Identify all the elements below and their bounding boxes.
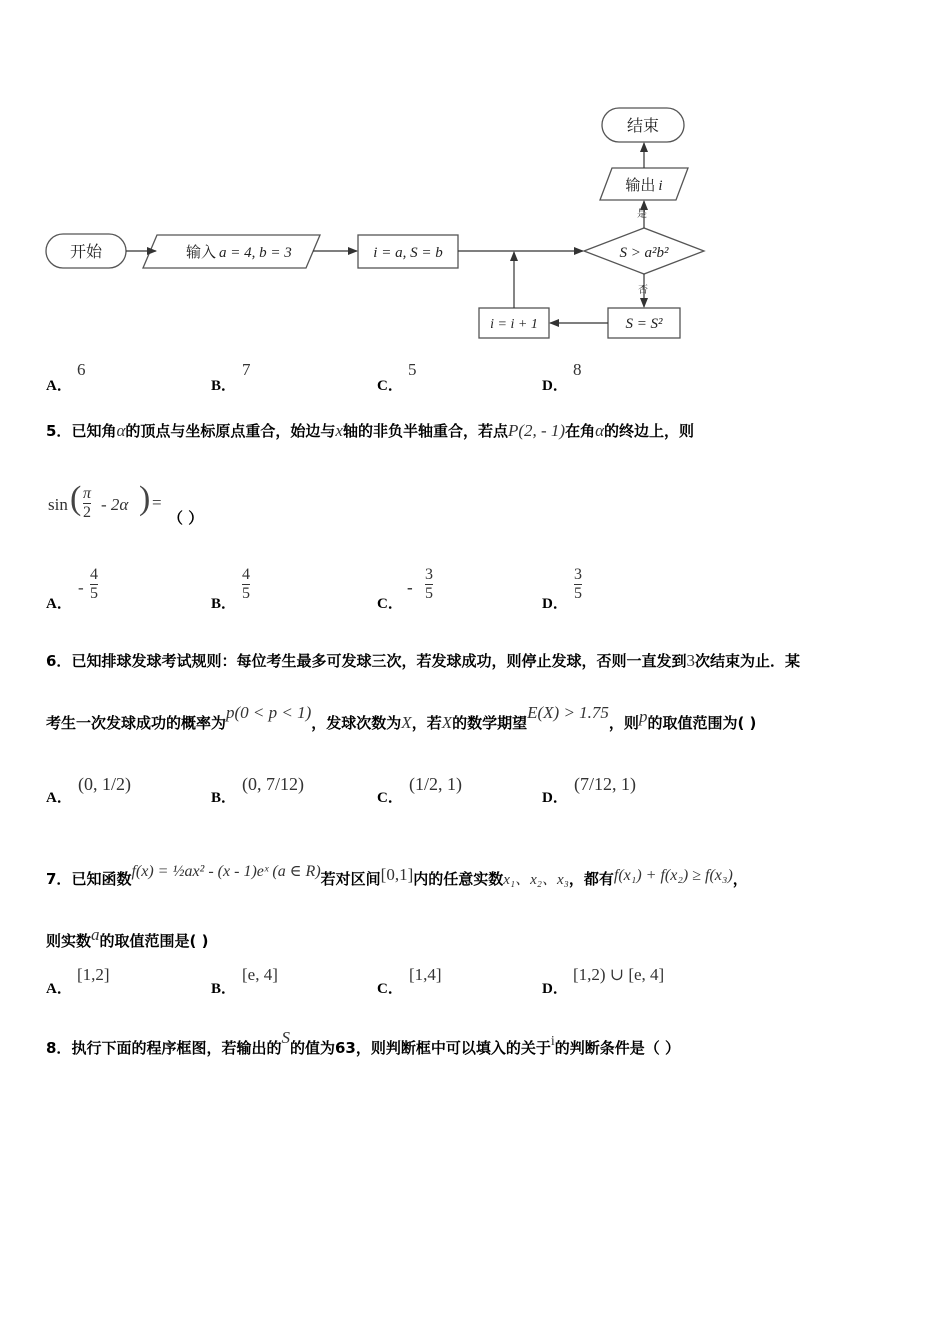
q6-X: X [401, 713, 412, 732]
q4-option-b-label: B． [211, 378, 237, 394]
square-label: S = S² [625, 316, 663, 332]
q7-function: f(x) = ½ax² - (x - 1)eˣ (a ∈ R) [131, 863, 321, 880]
q6-stem-line2 [46, 703, 757, 733]
q4-option-b-value: 7 [242, 360, 251, 379]
q7-text: 已知函数 [71, 870, 132, 888]
q6-p-range: p(0 < p < 1) [226, 703, 312, 722]
q6-option-d-label: D． [542, 790, 568, 806]
q6-three: 3 [686, 651, 695, 670]
init-label: i = a, S = b [373, 245, 443, 261]
q7-option-a-label: A． [46, 981, 72, 997]
q8-stem [46, 1028, 680, 1058]
flowchart [0, 0, 950, 350]
q7-vars: x₁、x₂、x₃ [503, 872, 569, 888]
q7-text: 若对区间 [320, 870, 381, 888]
q5-alpha: α [116, 421, 126, 440]
q5-option-c-fraction: 3 5 [425, 566, 433, 602]
q5-text: 的终边上，则 [604, 422, 695, 440]
q6-text: 已知排球发球考试规则：每位考生最多可发球三次，若发球成功，则停止发球，否则一直发到 [71, 652, 687, 670]
q4-option-c-label: C． [377, 378, 403, 394]
q8-text: 执行下面的程序框图，若输出的 [71, 1039, 282, 1057]
q5-right-paren: ) [139, 480, 151, 517]
q5-option-b-fraction: 4 5 [242, 566, 250, 602]
q6-expectation: E(X) > 1.75 [527, 703, 609, 722]
q6-option-b-value: (0, 7/12) [242, 774, 304, 794]
q5-option-d-fraction: 3 5 [574, 566, 582, 602]
q7-option-c-label: C． [377, 981, 403, 997]
q6-option-a-value: (0, 1/2) [78, 774, 131, 794]
q7-number: 7． [46, 870, 72, 888]
q7-interval: [0,1] [380, 865, 414, 884]
q7-a: a [91, 925, 100, 944]
q5-point: P(2, - 1) [507, 421, 566, 440]
q5-pi-over-2 [83, 485, 91, 522]
svg-text:输出i [625, 177, 662, 194]
q4-option-c-value: 5 [408, 360, 417, 379]
q8-S: S [281, 1028, 290, 1047]
q5-option-c-label: C． [377, 596, 403, 612]
q7-text: ，都有 [568, 870, 614, 888]
q6-option-d-value: (7/12, 1) [574, 774, 636, 794]
q6-text: 的数学期望 [452, 714, 528, 732]
q6-text: ，发球次数为 [311, 714, 402, 732]
q5-option-c-sign: - [407, 578, 413, 597]
q7-stem-line2 [46, 925, 209, 951]
q6-text: ，则 [608, 714, 639, 732]
q5-text: 轴的非负半轴重合，若点 [342, 422, 508, 440]
q5-text: 的顶点与坐标原点重合，始边与 [125, 422, 336, 440]
input-label: 输入 [186, 245, 217, 261]
yes-label: 是 [637, 209, 647, 220]
q4-option-d-label: D． [542, 378, 568, 394]
output-var: i [658, 178, 663, 194]
q7-text: 内的任意实数 [413, 870, 504, 888]
q6-text: ，若 [411, 714, 442, 732]
q7-option-b-label: B． [211, 981, 237, 997]
q4-option-d-value: 8 [573, 360, 582, 379]
q6-stem-line1 [46, 650, 800, 671]
q7-option-d-label: D． [542, 981, 568, 997]
q6-option-a-label: A． [46, 790, 72, 806]
increment-label: i = i + 1 [490, 317, 538, 332]
q6-option-b-label: B． [211, 790, 237, 806]
q7-option-b-value: [e, 4] [242, 965, 278, 984]
q5-option-b-label: B． [211, 596, 237, 612]
input-expr: a = 4, b = 3 [219, 245, 292, 261]
q6-text: 考生一次发球成功的概率为 [46, 714, 227, 732]
q8-text: 的值为63，则判断框中可以填入的关于 [289, 1039, 551, 1057]
q8-number: 8． [46, 1039, 72, 1057]
q5-option-a-label: A． [46, 596, 72, 612]
q5-sin: sin [48, 495, 68, 514]
q6-option-c-label: C． [377, 790, 403, 806]
no-label: 否 [638, 285, 648, 296]
q5-equals: = [152, 493, 162, 512]
q4-option-a-value: 6 [77, 360, 86, 379]
decision-label: S > a²b² [619, 245, 669, 261]
q5-left-paren: ( [70, 480, 82, 517]
q5-blank: （ ） [168, 509, 204, 527]
end-label: 结束 [626, 118, 660, 135]
start-label: 开始 [69, 244, 103, 261]
q4-option-a-label: A． [46, 378, 72, 394]
q8-text: 的判断条件是（ ） [554, 1039, 680, 1057]
q5-minus-2alpha: - 2α [101, 495, 129, 514]
q7-inequality: f(x₁) + f(x₂) ≥ f(x₃) [613, 867, 733, 884]
q5-option-d-label: D． [542, 596, 568, 612]
q5-text: 在角 [565, 422, 596, 440]
q7-text: 的取值范围是( ) [99, 932, 209, 950]
q5-number: 5． [46, 422, 72, 440]
q5-x: x [335, 421, 343, 440]
q7-text: ， [732, 870, 748, 888]
q6-option-c-value: (1/2, 1) [409, 774, 462, 794]
q5-text: 已知角 [71, 422, 117, 440]
q7-text: 则实数 [46, 932, 92, 950]
svg-text:输入a = 4, b = 3 [186, 244, 292, 261]
q6-X: X [441, 713, 453, 732]
q6-text: 的取值范围为( ) [647, 714, 757, 732]
q7-stem-line1 [46, 863, 748, 889]
q5-alpha: α [595, 421, 605, 440]
q7-option-d-value: [1,2) ∪ [e, 4] [573, 965, 665, 984]
q6-p: p [638, 707, 648, 726]
q8-i: i [550, 1034, 555, 1049]
q7-option-a-value: [1,2] [77, 965, 110, 984]
q5-stem [46, 420, 694, 441]
q5-option-a-sign: - [78, 578, 84, 597]
output-label: 输出 [625, 178, 656, 194]
q5-pi: π [83, 485, 92, 502]
q5-option-a-fraction: 4 5 [90, 566, 98, 602]
q6-number: 6． [46, 652, 72, 670]
q7-option-c-value: [1,4] [409, 965, 442, 984]
q5-two: 2 [83, 504, 91, 521]
q6-text: 次结束为止．某 [694, 652, 800, 670]
